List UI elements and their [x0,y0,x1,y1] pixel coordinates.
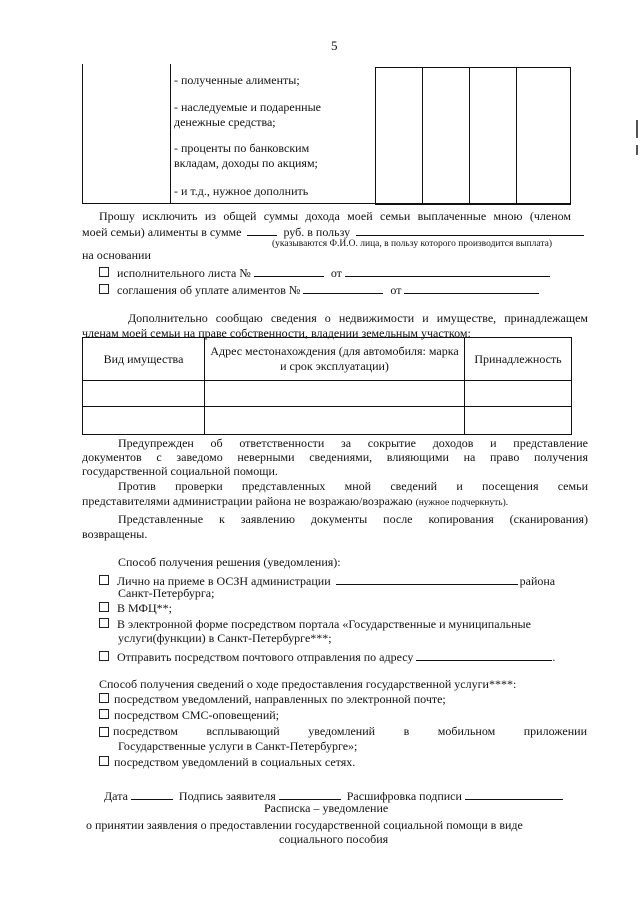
checkbox[interactable] [99,709,109,719]
col-header: Принадлежность [474,351,562,366]
verification-line1: Против проверки представленных мной сведений и посещения семьи [118,479,588,493]
receipt-line1: о принятии заявления о предоставлении государственной социальной помощи в виде [86,818,523,832]
checkbox[interactable] [99,575,109,585]
checkbox[interactable] [99,651,109,661]
verification-line2: представителями администрации района не возражаю/возражаю (нужное подчеркнуть). [82,494,509,508]
progress-option-3-cont: Государственные услуги в Санкт-Петербурге»; [118,739,358,753]
decision-option-1-cont: Санкт-Петербурга; [118,586,215,600]
documents-line2: возвращены. [82,527,148,541]
income-table [82,64,570,204]
progress-option-1[interactable]: посредством уведомлений, направленных по электронной почте; [99,692,446,707]
address-field[interactable] [416,648,552,661]
property-table [82,337,572,435]
income-item: - проценты по банковским вкладам, доходы по акциям; [174,141,318,170]
receipt-title: Расписка – уведомление [264,801,389,815]
documents-line1: Представленные к заявлению документы после копирования (сканирования) [118,512,588,526]
property-intro-1: Дополнительно сообщаю сведения о недвижимости и имуществе, принадлежащем [128,311,588,325]
table-cell[interactable] [83,407,205,435]
agreement-date-field[interactable] [404,281,539,294]
recipient-note: (указываются Ф.И.О. лица, в пользу которого производится выплата) [272,239,553,249]
progress-option-2[interactable]: посредством СМС-оповещений; [99,708,279,723]
col-header: Вид имущества [103,351,184,366]
recipient-field[interactable] [356,223,584,236]
date-field[interactable] [131,787,173,800]
decision-option-4[interactable]: Отправить посредством почтового отправления по адресу . [99,648,555,665]
table-cell[interactable] [465,407,572,435]
table-cell[interactable] [205,407,465,435]
basis-option-2[interactable]: соглашения об уплате алиментов № от [99,281,539,298]
scan-artifact [636,145,638,155]
scan-artifact [636,120,638,138]
decision-option-1[interactable]: Лично на приеме в ОСЗН администрации района [99,572,555,589]
income-item: - полученные алименты; [174,73,300,87]
warning-line3: государственной социальной помощи. [82,464,278,478]
table-cell[interactable] [465,381,572,407]
checkbox[interactable] [99,693,109,703]
checkbox[interactable] [99,727,109,737]
decision-option-2[interactable]: В МФЦ**; [99,601,172,616]
basis-label: на основании [82,248,151,262]
page-number: 5 [331,38,338,53]
warning-line1: Предупрежден об ответственности за сокрытие доходов и представление [118,436,588,450]
signature-row: Дата Подпись заявителя Расшифровка подписи [104,787,563,804]
alimony-line2: моей семьи) алименты в сумме руб. в пользу [82,223,584,240]
warning-line2: документов с заведомо неверными сведениями, влияющими на право получения [82,450,588,464]
checkbox[interactable] [99,602,109,612]
signature-decode-field[interactable] [465,787,563,800]
progress-option-3[interactable]: посредством всплывающий уведомлений в мобильном приложении [99,724,587,739]
income-item: - и т.д., нужное дополнить [174,184,309,198]
income-item: - наследуемые и подаренные денежные средства; [174,100,321,129]
col-header: Адрес местонахождения (для автомобиля: марка и срок эксплуатации) [210,344,459,373]
writ-number-field[interactable] [254,264,324,277]
table-cell[interactable] [205,381,465,407]
decision-option-3[interactable]: В электронной форме посредством портала «Государственные и муниципальные [99,617,531,632]
writ-date-field[interactable] [345,264,550,277]
receipt-line2: социального пособия [279,832,389,846]
table-cell[interactable] [83,381,205,407]
alimony-line1: Прошу исключить из общей суммы дохода моей семьи выплаченные мною (членом [99,209,571,223]
checkbox[interactable] [99,618,109,628]
progress-title: Способ получения сведений о ходе предоставления государственной услуги****: [99,677,517,691]
checkbox[interactable] [99,284,109,294]
basis-option-1[interactable]: исполнительного листа № от [99,264,550,281]
property-intro-2: членам моей семьи на праве собственности, владении земельным участком: [82,326,471,340]
progress-option-4[interactable]: посредством уведомлений в социальных сетях. [99,755,355,770]
agreement-number-field[interactable] [303,281,383,294]
decision-title: Способ получения решения (уведомления): [118,555,341,569]
decision-option-3-cont: услуги(функции) в Санкт-Петербурге***; [118,631,332,645]
checkbox[interactable] [99,756,109,766]
signature-field[interactable] [279,787,341,800]
checkbox[interactable] [99,267,109,277]
amount-field[interactable] [247,223,277,236]
district-field[interactable] [336,572,518,585]
